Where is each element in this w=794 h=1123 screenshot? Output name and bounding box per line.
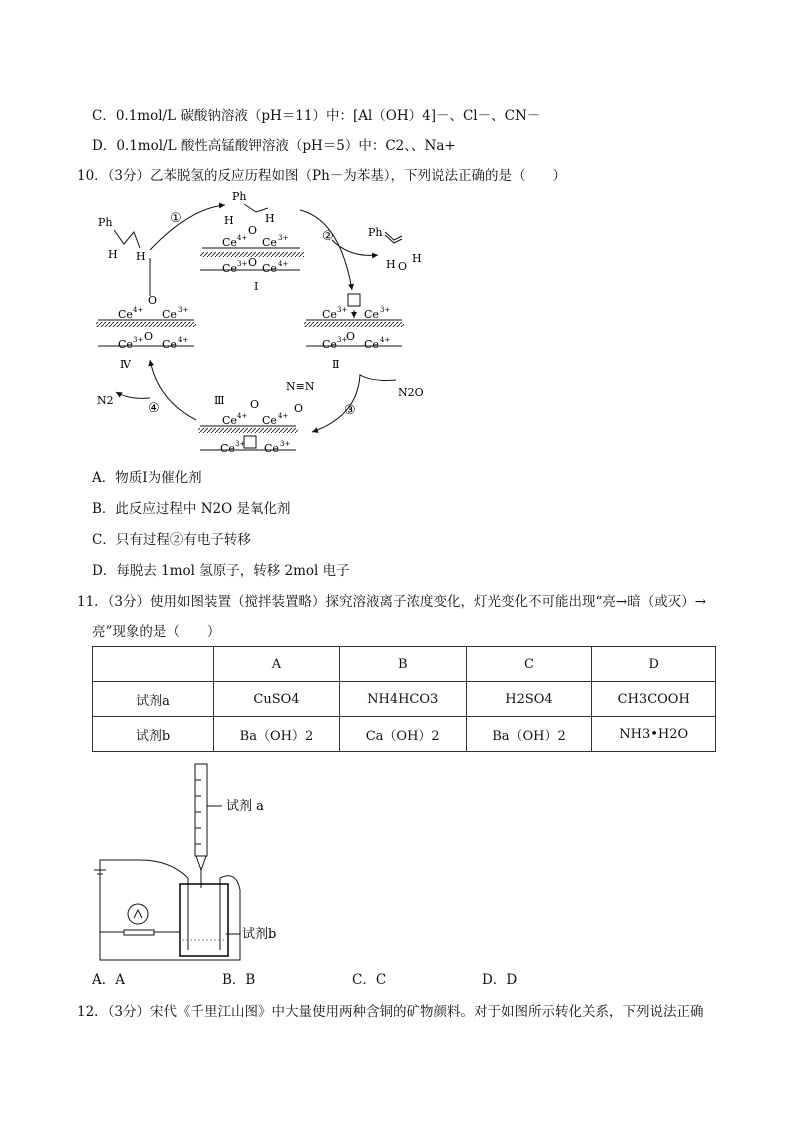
svg-text:O: O <box>248 256 258 269</box>
svg-text:Ⅱ: Ⅱ <box>332 358 340 371</box>
prev-option-d: D．0.1mol/L 酸性高锰酸钾溶液（pH＝5）中：C2、、Na+ <box>92 138 456 154</box>
reagent-table <box>92 646 716 752</box>
table-header-cell <box>93 647 214 682</box>
svg-text:Ce: Ce <box>322 338 337 351</box>
svg-text:Ce: Ce <box>322 308 337 321</box>
svg-text:4+: 4+ <box>380 336 391 344</box>
step-2-label: ② <box>322 229 334 244</box>
svg-text:O: O <box>250 398 260 411</box>
table-header-cell: A <box>214 647 340 682</box>
svg-text:Ce: Ce <box>262 262 277 275</box>
table-row <box>93 682 716 717</box>
svg-text:N≡N: N≡N <box>286 380 315 393</box>
svg-text:Ce: Ce <box>162 338 177 351</box>
svg-text:Ce: Ce <box>222 414 237 427</box>
svg-text:Ce: Ce <box>264 442 279 455</box>
species-II <box>304 294 404 371</box>
svg-text:4+: 4+ <box>278 412 289 420</box>
q10-option-b: B．此反应过程中 N2O 是氧化剂 <box>92 501 291 517</box>
q11-option-a: A．A <box>92 972 125 988</box>
q11-stem-line1: 11．（3分）使用如图装置（搅拌装置略）探究溶液离子浓度变化，灯光变化不可能出现“亮→暗（或灭）→ <box>77 594 707 610</box>
svg-text:Ce: Ce <box>162 308 177 321</box>
svg-text:Ph: Ph <box>368 226 383 239</box>
svg-text:Ce: Ce <box>364 308 379 321</box>
svg-text:H: H <box>265 212 275 225</box>
svg-text:O: O <box>398 260 408 273</box>
q11-option-b: B．B <box>222 972 256 988</box>
q10-option-c: C．只有过程②有电子转移 <box>92 532 251 548</box>
svg-text:Ce: Ce <box>118 308 133 321</box>
svg-text:3+: 3+ <box>380 306 391 314</box>
svg-text:试剂 a: 试剂 a <box>226 799 264 814</box>
svg-text:3+: 3+ <box>278 234 289 242</box>
svg-text:H: H <box>108 248 118 261</box>
table-cell: Ba（OH）2 <box>214 717 340 752</box>
svg-text:O: O <box>248 224 258 237</box>
svg-text:Ph: Ph <box>232 190 247 203</box>
svg-text:3+: 3+ <box>337 306 348 314</box>
step-3-label: ③ <box>344 403 356 418</box>
svg-text:3+: 3+ <box>280 440 291 448</box>
q11-option-c: C．C <box>352 972 387 988</box>
svg-text:Ce: Ce <box>364 338 379 351</box>
q11-stem-line2: 亮”现象的是（ ） <box>92 624 221 640</box>
table-row <box>93 717 716 752</box>
svg-text:Ce: Ce <box>220 442 235 455</box>
svg-text:4+: 4+ <box>237 234 248 242</box>
q10-option-d: D．每脱去 1mol 氢原子，转移 2mol 电子 <box>92 563 350 579</box>
svg-text:Ce: Ce <box>118 338 133 351</box>
ethylbenzene-structure <box>98 216 146 263</box>
svg-text:Ph: Ph <box>98 216 113 229</box>
table-header-cell: C <box>466 647 592 682</box>
table-cell: NH4HCO3 <box>339 682 466 717</box>
svg-text:Ce: Ce <box>222 262 237 275</box>
svg-text:3+: 3+ <box>235 440 246 448</box>
step-4-label: ④ <box>148 401 160 416</box>
step-1-label: ① <box>170 211 182 226</box>
prev-option-c: C．0.1mol/L 碳酸钠溶液（pH＝11）中：[Al（OH）4]－、Cl－、CN－ <box>92 108 541 124</box>
svg-text:Ⅲ: Ⅲ <box>214 394 225 407</box>
table-header-cell: D <box>592 647 716 682</box>
svg-text:4+: 4+ <box>178 336 189 344</box>
table-header-row <box>93 647 716 682</box>
table-cell: CH3COOH <box>592 682 716 717</box>
species-I <box>200 190 304 293</box>
svg-text:Ce: Ce <box>222 236 237 249</box>
species-III <box>198 380 315 455</box>
svg-text:Ce: Ce <box>262 236 277 249</box>
styrene-water-products <box>368 226 422 273</box>
svg-text:H: H <box>412 252 422 265</box>
table-cell: 试剂a <box>93 682 214 717</box>
svg-text:N2: N2 <box>97 394 114 407</box>
q11-option-d: D．D <box>482 972 518 988</box>
table-cell: NH3•H2O <box>592 717 716 752</box>
table-cell: Ca（OH）2 <box>339 717 466 752</box>
table-cell: CuSO4 <box>214 682 340 717</box>
svg-text:3+: 3+ <box>337 336 348 344</box>
svg-text:4+: 4+ <box>133 306 144 314</box>
svg-text:Ⅳ: Ⅳ <box>120 358 131 371</box>
svg-text:O: O <box>144 330 154 343</box>
svg-text:4+: 4+ <box>278 260 289 268</box>
table-cell: Ba（OH）2 <box>466 717 592 752</box>
svg-text:Ce: Ce <box>262 414 277 427</box>
q11-options <box>92 968 612 988</box>
svg-text:试剂b: 试剂b <box>242 927 277 942</box>
q12-stem: 12．（3分）宋代《千里江山图》中大量使用两种含铜的矿物颜料。对于如图所示转化关系，下列说法正确 <box>77 1004 704 1020</box>
table-header-cell: B <box>339 647 466 682</box>
svg-text:3+: 3+ <box>178 306 189 314</box>
svg-text:3+: 3+ <box>237 260 248 268</box>
svg-text:3+: 3+ <box>133 336 144 344</box>
svg-text:O: O <box>294 402 304 415</box>
species-IV <box>96 294 196 371</box>
q10-option-a: A．物质Ⅰ为催化剂 <box>92 470 202 486</box>
table-cell: H2SO4 <box>466 682 592 717</box>
q10-stem: 10．（3分）乙苯脱氢的反应历程如图（Ph－为苯基），下列说法正确的是（ ） <box>77 168 567 184</box>
svg-text:Ⅰ: Ⅰ <box>254 280 259 293</box>
svg-text:H: H <box>136 250 146 263</box>
table-cell: 试剂b <box>93 717 214 752</box>
svg-text:O: O <box>148 294 158 307</box>
svg-text:N2O: N2O <box>398 386 424 399</box>
reaction-cycle-diagram <box>0 0 794 470</box>
svg-text:H: H <box>386 258 396 271</box>
svg-text:O: O <box>346 330 356 343</box>
svg-text:4+: 4+ <box>237 412 248 420</box>
svg-text:H: H <box>224 214 234 227</box>
